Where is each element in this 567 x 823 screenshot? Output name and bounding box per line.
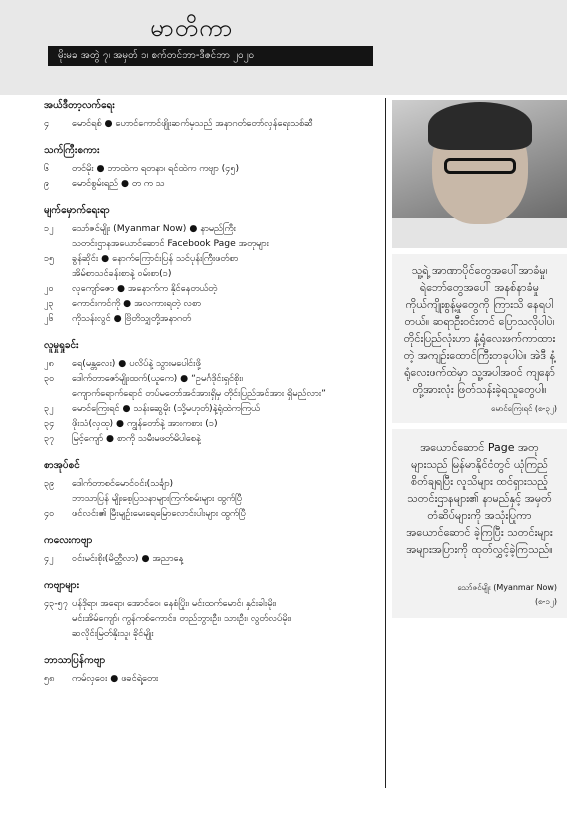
- page-number: ၁၅: [44, 253, 55, 264]
- page-number: ၃၉: [44, 478, 55, 489]
- entry-text: ကောင်းကင်ကို ● အလကားရတဲ့ လစာ: [72, 298, 201, 309]
- toc-entry[interactable]: [44, 116, 384, 131]
- page-number: ၃၂: [44, 403, 54, 414]
- toc-entry[interactable]: [44, 236, 384, 251]
- page-number: ၆: [44, 163, 50, 174]
- section-title: အယ်ဒီတာ့လက်ရေး: [44, 100, 115, 111]
- entry-text: သတင်းဌာနအယောင်ဆောင် Facebook Page အတုများ: [72, 238, 269, 249]
- entry-text: မောင်ကြေးရင် ● သန်းဆွေမိုး (သို့မဟုတ်)နဲ့ရုံထဲကကြယ်: [72, 403, 260, 414]
- section-title: စာအုပ်စင်: [44, 460, 80, 471]
- toc-entry[interactable]: [44, 311, 384, 326]
- masthead-title: မာတိကာ: [150, 14, 234, 42]
- toc-entry[interactable]: [44, 266, 384, 281]
- section-title: မျက်မှောက်ရေးရာ: [44, 205, 110, 216]
- entry-text: ဘာသာပြန် မျိုးစေ့ပြသနာများကြက်စမ်းများ ထွက်ပြီ: [72, 493, 242, 504]
- toc-section: [44, 98, 384, 131]
- pull-quote-2: [392, 429, 567, 618]
- page-number: ၃၇: [44, 433, 55, 444]
- entry-text: မြင့်ကျော် ● စာကို သမီးမဖတ်မိပါစေနဲ့: [72, 433, 201, 444]
- toc-entry[interactable]: [44, 431, 384, 446]
- page-number: ၃၄: [44, 418, 55, 429]
- toc-entry[interactable]: [44, 161, 384, 176]
- entry-text: ဒေါက်တာဇော်မျိုးထက်(ယူကေ) ● “ဥမင်္ဂဒိုင်းရှင်စိုး၊: [72, 373, 243, 384]
- toc-section: [44, 578, 384, 641]
- page-number: ၄၀: [44, 508, 55, 519]
- entry-text: ဒေါက်တာစင်မောင်ဝင်း(သင်္ချာ): [72, 478, 174, 489]
- toc-entry[interactable]: [44, 371, 384, 386]
- toc-entry[interactable]: [44, 296, 384, 311]
- toc-entry[interactable]: [44, 626, 384, 641]
- table-of-contents: [44, 98, 384, 686]
- toc-entry[interactable]: [44, 506, 384, 521]
- page-number: [44, 386, 72, 401]
- section-title: ဘာသာပြန်ကဗျာ: [44, 655, 106, 666]
- pull-quote-2-text: အယောင်ဆောင် Page အတုများသည် မြန်မာနိုင်ငံတွင် ယုံကြည်စိတ်ချရပြီး လူသိများ ထင်ရှားသည့် သတင်းဌာနများ၏ နာမည်နှင့် အမှတ်တံဆိပ်များကို အသုံးပြုကာ အယောင်ဆောင် ခဲ့ကြပြီး သတင်းများ အများအပြားကို ထုတ်လွှင့်ခဲ့ကြသည်။: [406, 441, 553, 556]
- toc-entry[interactable]: [44, 476, 384, 491]
- toc-entry[interactable]: [44, 491, 384, 506]
- toc-entry[interactable]: [44, 356, 384, 371]
- pull-quote-2-attribution: သော်ဇင်မျိုး (Myanmar Now): [457, 583, 557, 592]
- section-title: ကဗျာများ: [44, 580, 80, 591]
- page-number: ၉: [44, 178, 50, 189]
- entry-text: ဖင်လင်း၏ မြီးမျဉ်းမေးရေမြောလောင်းပါးများ ထွက်ပြီ: [72, 508, 246, 519]
- entry-text: ကိုသန်းလွင် ● ဗြိတိသျှတို့အနာဂတ်: [72, 313, 192, 324]
- entry-text: ဖိုးသံ(လှထု) ● ကျွန်တော်နဲ့ အားကစား (၁): [72, 418, 218, 429]
- toc-entry[interactable]: [44, 221, 384, 236]
- pull-quote-1: [392, 254, 567, 423]
- entry-text: မင်းအိမ်ကျော်၊ ကွန်ကစ်ကောင်း၊ တည်ဘွားဦး၊ သားဦး၊ လွတ်လပ်မိုး၊: [72, 613, 292, 624]
- section-title: လူမှုရှုခင်း: [44, 340, 79, 351]
- page-number: [44, 236, 72, 251]
- entry-text: ပန်ဒိုရာ၊ အရော၊ အောင်ဝေ၊ နေစံပြိုး၊ မင်းထက်မောင်၊ နှင်းခါးမိုး၊: [72, 598, 277, 609]
- toc-entry[interactable]: [44, 386, 384, 401]
- toc-entry[interactable]: [44, 176, 384, 191]
- entry-text: အိမ်စာသင်ခန်းစာနဲ့ ဝမ်းစာ(၁): [72, 268, 172, 279]
- page-number: ၄၃-၅၇: [44, 598, 68, 609]
- page-number: ၂၆: [44, 313, 54, 324]
- pull-quote-1-attribution: မောင်ကြေးရင် (စ-၃၂): [491, 404, 557, 413]
- entry-text: သော်ဇင်မျိုး (Myanmar Now) ● နာမည်ကြီး: [72, 223, 236, 234]
- toc-section: [44, 203, 384, 326]
- page-number: ၄: [44, 118, 50, 129]
- toc-entry[interactable]: [44, 611, 384, 626]
- entry-text: ခွန်ဆိုင်း ● နောက်ကြောင်းပြန် သင်ပုန်းကြီးဖတ်စာ: [72, 253, 239, 264]
- toc-entry[interactable]: [44, 596, 384, 611]
- page-number: [44, 266, 72, 281]
- toc-entry[interactable]: [44, 671, 384, 686]
- page-number: [44, 626, 72, 641]
- issue-bar: မိုးမခ အတွဲ ၇၊ အမှတ် ၁၊ စက်တင်ဘာ-ဒီဇင်ဘာ ၂၀၂၀: [48, 46, 373, 66]
- toc-section: [44, 458, 384, 521]
- entry-text: ကျောက်ရောက်ရောင် တပ်မတော်အင်အားရှိမှ တိုင်းပြည်အင်အား ရှိမည်လား”: [72, 388, 326, 399]
- page-number: ၂၈: [44, 358, 54, 369]
- entry-text: ကမ်လှဝေး ● ဖခင်ရဲ့တေး: [72, 673, 159, 684]
- entry-text: ဆလိုင်းမြတ်နိုးသူ၊ ခိုင်မျိုး: [72, 628, 154, 639]
- toc-section: [44, 338, 384, 446]
- page-number: ၂၀: [44, 283, 54, 294]
- toc-section: [44, 143, 384, 191]
- page-number: ၁၂: [44, 223, 54, 234]
- page-number: [44, 491, 72, 506]
- page-number: ၅၈: [44, 673, 55, 684]
- toc-entry[interactable]: [44, 251, 384, 266]
- author-photo: [392, 100, 567, 248]
- column-divider: [385, 98, 386, 788]
- page-number: ၂၃: [44, 298, 54, 309]
- section-title: သက်ကြီးစကား: [44, 145, 100, 156]
- pull-quote-2-page: (စ-၁၂): [534, 597, 557, 606]
- toc-section: [44, 653, 384, 686]
- sidebar: [392, 100, 567, 618]
- entry-text: မောင်ရစ် ● ဟောင်ကောင်ဖျိုးဆက်မှသည် အနာဂတ်တော်လှန်ရေးသစ်ဆီ: [72, 118, 314, 129]
- toc-entry[interactable]: [44, 551, 384, 566]
- entry-text: ရေ(မန္တလေး) ● ပလိပ်နဲ့ သွားမပေါင်းဖို့: [72, 358, 201, 369]
- page-number: ၃၀: [44, 373, 55, 384]
- section-title: ကလေးကဗျာ: [44, 535, 93, 546]
- toc-section: [44, 533, 384, 566]
- page-number: [44, 611, 72, 626]
- entry-text: ဝင်းမင်းစိုး(မိတ္ထီလာ) ● အညာနေ့: [72, 553, 184, 564]
- toc-entry[interactable]: [44, 416, 384, 431]
- masthead: [0, 0, 567, 95]
- toc-entry[interactable]: [44, 281, 384, 296]
- entry-text: မောင်စွမ်းရည် ● တ က သ: [72, 178, 165, 189]
- entry-text: လုကျော်ဇော ● အနောက်က နိုင်နေတယ်တဲ့: [72, 283, 218, 294]
- toc-entry[interactable]: [44, 401, 384, 416]
- page-number: ၄၂: [44, 553, 54, 564]
- pull-quote-1-text: သူ့ရဲ့ အာဏာပိုင်တွေအပေါ်အာခံမှု၊ ရဲဘော်တွေအပေါ် အနစ်နာခံမှု ကိုယ်ကျိုးစွန့်မှုတွေကို ကြားသိ နေရပါတယ်။ ဆရာဦးဝင်းတင် ပြောသလိုပါပဲ၊ တိုင်းပြည်လုံးဟာ နံ့ရုံလေးဖက်ကာထားတဲ့ အကျဉ်းထောင်ကြီးတခုပါပဲ။ အဲဒီ နံ့ရုံလေးဖက်ထဲမှာ သူ့အပါအဝင် ကျနော်တို့အားလုံး ဖြတ်သန်းခဲ့ရသူတွေပါ။: [403, 264, 556, 396]
- entry-text: တင်မိုး ● ဘာထဲက ရတနာ၊ ရင်ထဲက ကဗျာ (၄၅): [72, 163, 240, 174]
